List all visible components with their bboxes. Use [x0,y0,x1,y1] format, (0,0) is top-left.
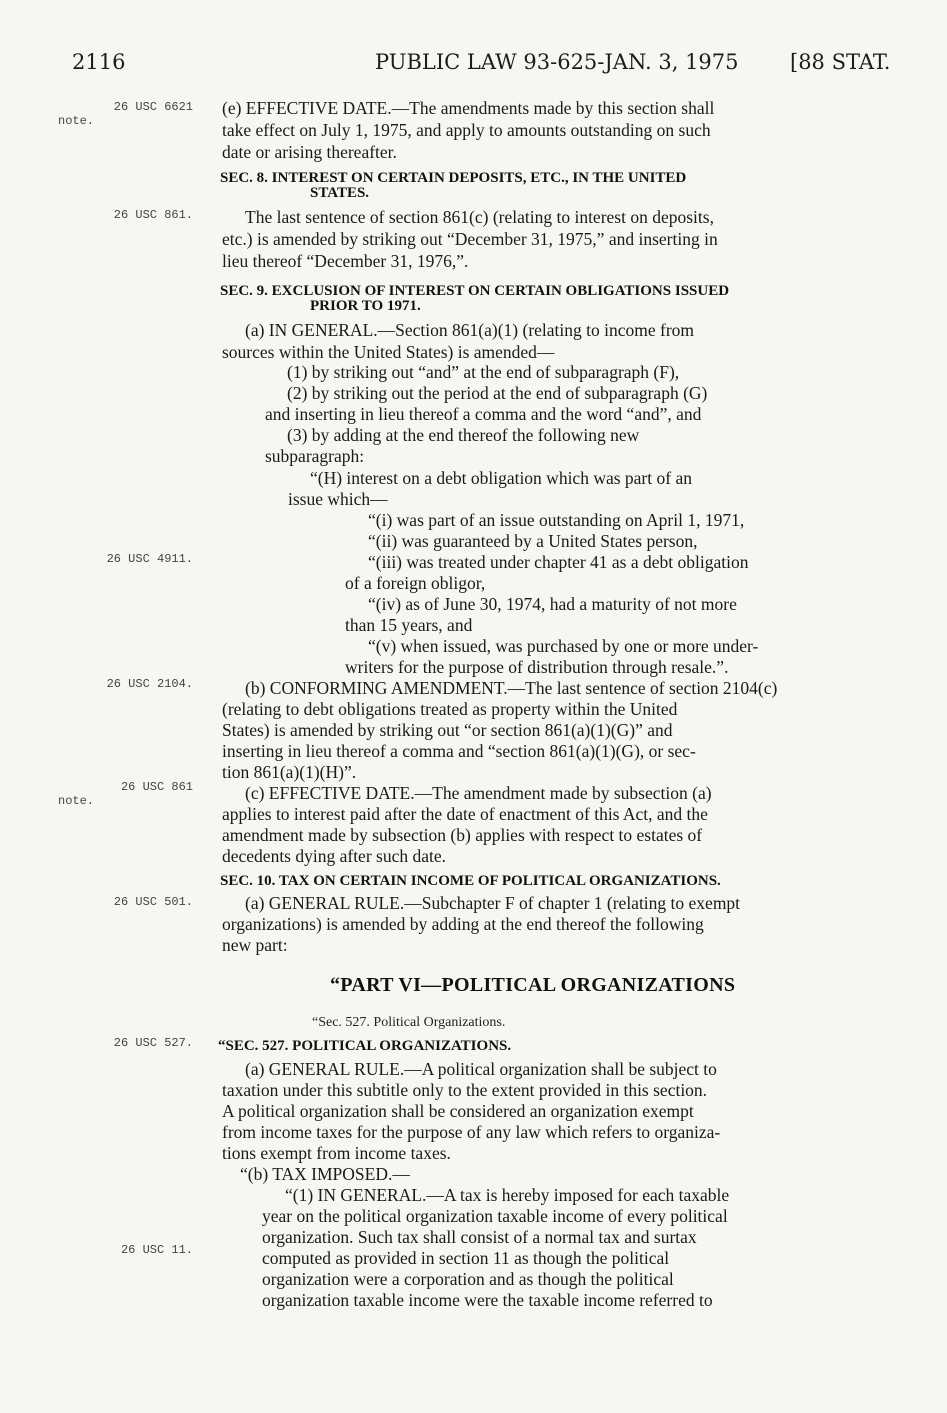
text-line: amendment made by subsection (b) applies with respect to estates of [222,825,703,845]
margin-note [58,1243,193,1257]
text-line: “(H) interest on a debt obligation which was part of an [310,468,692,488]
text-line: (e) EFFECTIVE DATE.—The amendments made by this section shall [222,98,715,118]
text-line: The last sentence of section 861(c) (relating to interest on deposits, [245,207,714,227]
text-line: (a) GENERAL RULE.—Subchapter F of chapter 1 (relating to exempt [245,893,741,913]
margin-note-line: 26 USC 527. [113,1036,193,1050]
text-line: decedents dying after such date. [222,846,447,866]
margin-note-line: 26 USC 4911. [106,552,193,566]
section-10-heading: SEC. 10. TAX ON CERTAIN INCOME OF POLITICAL ORGANIZATIONS. [220,873,721,889]
margin-note-line: 26 USC 501. [113,895,193,909]
text-line: organization were a corporation and as though the political [262,1269,674,1289]
text-line: subparagraph: [265,446,365,466]
text-line: year on the political organization taxable income of every political [262,1206,728,1226]
volume-reference: [88 STAT. [790,50,891,74]
text-line: than 15 years, and [345,615,473,635]
text-line: (a) GENERAL RULE.—A political organization shall be subject to [245,1059,717,1079]
text-line: computed as provided in section 11 as though the political [262,1248,670,1268]
text-line: writers for the purpose of distribution through resale.”. [345,657,729,677]
text-line: take effect on July 1, 1975, and apply to amounts outstanding on such [222,120,711,140]
text-line: date or arising thereafter. [222,142,397,162]
margin-note [58,895,193,909]
text-line: A political organization shall be considered an organization exempt [222,1101,694,1121]
text-line: lieu thereof “December 31, 1976,”. [222,251,469,271]
section-9-heading-cont: PRIOR TO 1971. [310,298,421,314]
text-line: (1) by striking out “and” at the end of subparagraph (F), [287,362,680,382]
text-line: (c) EFFECTIVE DATE.—The amendment made by subsection (a) [245,783,712,803]
text-line: “(iii) was treated under chapter 41 as a debt obligation [368,552,749,572]
margin-note [58,552,193,566]
page-number: 2116 [72,50,126,74]
text-line: issue which— [288,489,388,509]
section-9-heading: SEC. 9. EXCLUSION OF INTEREST ON CERTAIN OBLIGATIONS ISSUED [220,283,730,299]
text-line: and inserting in lieu thereof a comma and the word “and”, and [265,404,702,424]
text-line: from income taxes for the purpose of any law which refers to organiza- [222,1122,721,1142]
text-line: etc.) is amended by striking out “December 31, 1975,” and inserting in [222,229,718,249]
text-line: “(b) TAX IMPOSED.— [240,1164,410,1184]
margin-note-line: 26 USC 11. [120,1243,193,1257]
section-8-heading: SEC. 8. INTEREST ON CERTAIN DEPOSITS, ETC., IN THE UNITED [220,170,687,186]
text-line: organization taxable income were the taxable income referred to [262,1290,713,1310]
text-line: (3) by adding at the end thereof the following new [287,425,640,445]
margin-note [58,1036,193,1050]
margin-note-line: note. [58,114,95,128]
text-line: of a foreign obligor, [345,573,486,593]
margin-note [58,780,193,808]
text-line: organizations) is amended by adding at the end thereof the following [222,914,704,934]
margin-note [58,677,193,691]
text-line: inserting in lieu thereof a comma and “section 861(a)(1)(G), or sec- [222,741,696,761]
text-line: “(1) IN GENERAL.—A tax is hereby imposed for each taxable [285,1185,730,1205]
section-8-heading-cont: STATES. [310,185,370,201]
margin-note-line: note. [58,794,95,808]
text-line: applies to interest paid after the date of enactment of this Act, and the [222,804,708,824]
margin-note [58,100,193,128]
margin-note-line: 26 USC 6621 [113,100,193,114]
text-line: (relating to debt obligations treated as property within the United [222,699,678,719]
text-line: sources within the United States) is amended— [222,342,555,362]
text-line: “(i) was part of an issue outstanding on April 1, 1971, [368,510,745,530]
part-table-of-contents: “Sec. 527. Political Organizations. [312,1015,506,1030]
text-line: new part: [222,935,288,955]
text-line: “(iv) as of June 30, 1974, had a maturity of not more [368,594,737,614]
text-line: taxation under this subtitle only to the extent provided in this section. [222,1080,708,1100]
text-line: “(v) when issued, was purchased by one or more under- [368,636,759,656]
margin-note-line: 26 USC 861 [120,780,193,794]
margin-note [58,208,193,222]
section-527-heading: “SEC. 527. POLITICAL ORGANIZATIONS. [218,1038,512,1054]
text-line: States) is amended by striking out “or section 861(a)(1)(G)” and [222,720,673,740]
text-line: (2) by striking out the period at the end of subparagraph (G) [287,383,708,403]
part-vi-title: “PART VI—POLITICAL ORGANIZATIONS [330,974,736,996]
margin-note-line: 26 USC 2104. [106,677,193,691]
text-line: “(ii) was guaranteed by a United States person, [368,531,698,551]
text-line: tions exempt from income taxes. [222,1143,451,1163]
text-line: tion 861(a)(1)(H)”. [222,762,357,782]
text-line: (a) IN GENERAL.—Section 861(a)(1) (relating to income from [245,320,695,340]
law-title: PUBLIC LAW 93-625-JAN. 3, 1975 [375,50,739,74]
text-line: organization. Such tax shall consist of a normal tax and surtax [262,1227,697,1247]
text-line: (b) CONFORMING AMENDMENT.—The last sentence of section 2104(c) [245,678,778,698]
margin-note-line: 26 USC 861. [113,208,193,222]
